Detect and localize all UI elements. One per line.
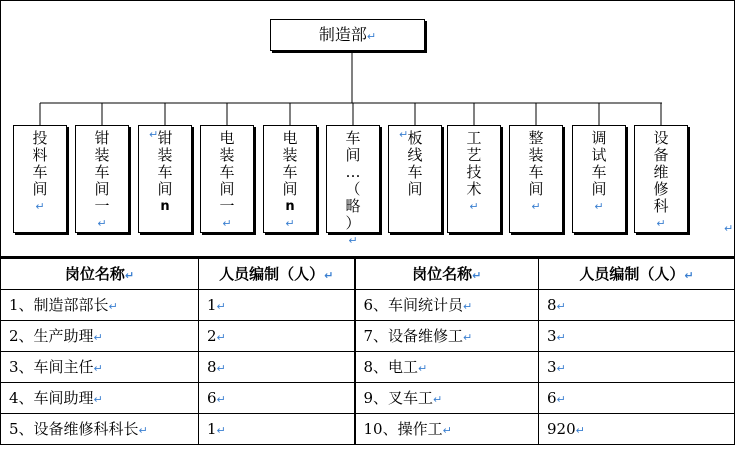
department-name: 钳 装 车 间 n xyxy=(157,129,173,214)
department-name: 投 料 车 间 ↵ xyxy=(32,129,48,213)
table-header-row xyxy=(1,258,735,289)
headcount-cell: 1↵ xyxy=(199,413,355,444)
return-mark: ↵ xyxy=(149,128,159,141)
department-box xyxy=(388,125,442,233)
header-position-left: 岗位名称↵ xyxy=(1,258,199,289)
return-mark: ↵ xyxy=(656,217,666,230)
headcount-cell: 3↵ xyxy=(539,320,735,351)
department-name: 调 试 车 间 ↵ xyxy=(591,129,607,213)
headcount-cell: 3↵ xyxy=(539,351,735,382)
department-box xyxy=(263,125,317,233)
table-row xyxy=(1,320,735,351)
position-cell: 8、电工↵ xyxy=(355,351,539,382)
headcount-cell: 8↵ xyxy=(199,351,355,382)
header-headcount-left: 人员编制（人）↵ xyxy=(199,258,355,289)
return-mark: ↵ xyxy=(724,222,734,235)
department-name: 钳 装 车 间 一 ↵ xyxy=(94,129,110,230)
drop-lines xyxy=(40,103,661,125)
department-name: 电 装 车 间 一 ↵ xyxy=(219,129,235,230)
return-mark: ↵ xyxy=(35,200,45,213)
department-name: 板 线 车 间 xyxy=(407,129,423,198)
position-cell: 6、车间统计员↵ xyxy=(355,289,539,320)
return-mark: ↵ xyxy=(285,217,295,230)
position-cell: 3、车间主任↵ xyxy=(1,351,199,382)
headcount-cell: 6↵ xyxy=(539,382,735,413)
department-box xyxy=(634,125,688,233)
department-box xyxy=(572,125,626,233)
position-cell: 5、设备维修科科长↵ xyxy=(1,413,199,444)
header-position-right: 岗位名称↵ xyxy=(355,258,539,289)
department-box xyxy=(75,125,129,233)
headcount-cell: 1↵ xyxy=(199,289,355,320)
department-box xyxy=(200,125,254,233)
position-cell: 1、制造部部长↵ xyxy=(1,289,199,320)
header-headcount-right: 人员编制（人）↵ xyxy=(539,258,735,289)
return-mark: ↵ xyxy=(97,217,107,230)
top-dept-label: 制造部 xyxy=(318,25,367,44)
department-box xyxy=(138,125,192,233)
return-mark: ↵ xyxy=(222,217,232,230)
return-mark: ↵ xyxy=(399,128,409,141)
department-name: 设 备 维 修 科 ↵ xyxy=(653,129,669,230)
department-box xyxy=(326,125,380,247)
position-cell: 2、生产助理↵ xyxy=(1,320,199,351)
headcount-cell: 6↵ xyxy=(199,382,355,413)
table-row xyxy=(1,413,735,444)
return-mark: ↵ xyxy=(469,200,479,213)
position-cell: 4、车间助理↵ xyxy=(1,382,199,413)
department-box xyxy=(447,125,501,233)
table-row xyxy=(1,382,735,413)
department-box xyxy=(509,125,563,233)
headcount-cell: 8↵ xyxy=(539,289,735,320)
staffing-table xyxy=(0,257,735,445)
table-row xyxy=(1,289,735,320)
department-name: 电 装 车 间 n ↵ xyxy=(282,129,298,230)
department-box xyxy=(13,125,67,233)
department-name: 工 艺 技 术 ↵ xyxy=(466,129,482,213)
table-row xyxy=(1,351,735,382)
position-cell: 9、叉车工↵ xyxy=(355,382,539,413)
position-cell: 10、操作工↵ xyxy=(355,413,539,444)
return-mark: ↵ xyxy=(348,234,358,247)
headcount-cell: 2↵ xyxy=(199,320,355,351)
position-cell: 7、设备维修工↵ xyxy=(355,320,539,351)
headcount-cell: 920↵ xyxy=(539,413,735,444)
top-dept-box xyxy=(270,19,425,51)
return-mark: ↵ xyxy=(366,30,377,43)
department-name: 车 间 … （ 略 ） ↵ xyxy=(345,129,361,247)
return-mark: ↵ xyxy=(531,200,541,213)
department-name: 整 装 车 间 ↵ xyxy=(528,129,544,213)
return-mark: ↵ xyxy=(594,200,604,213)
